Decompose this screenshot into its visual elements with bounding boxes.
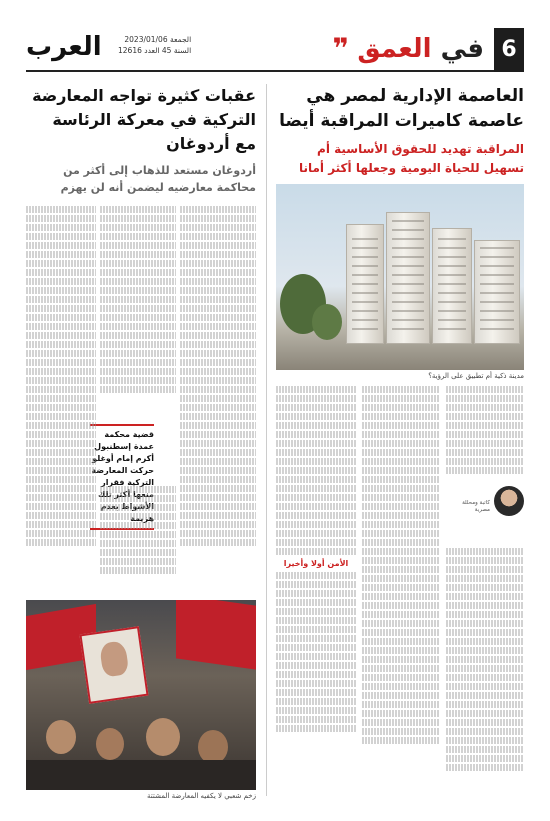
page-header bbox=[26, 28, 524, 72]
quote-mark-icon: ❞ bbox=[332, 32, 349, 65]
person-head bbox=[198, 730, 228, 764]
left-article-column-2-cont bbox=[100, 486, 176, 594]
building bbox=[432, 228, 472, 344]
left-article-column-3 bbox=[26, 206, 96, 594]
protest-photo-caption: زخم شعبي لا يكفيه المعارضة المشتتة bbox=[147, 792, 256, 800]
section-accent: العمق bbox=[357, 34, 432, 64]
protest-photo bbox=[26, 600, 256, 790]
newspaper-logo: العرب bbox=[26, 32, 102, 62]
column-divider bbox=[266, 84, 267, 796]
pull-quote: قضية محكمة عمدة إسطنبول أكرم إمام أوغلو حركت المعارضة التركية فقرار منعها أكثر تلك الأشواط بعدم هزيمة bbox=[90, 424, 154, 530]
left-article-column-1 bbox=[180, 206, 256, 594]
person-head bbox=[96, 728, 124, 760]
issue-info bbox=[118, 34, 191, 56]
issue-number: السنة 45 العدد 12616 bbox=[118, 46, 192, 55]
author-avatar bbox=[494, 486, 524, 516]
right-article-column-3 bbox=[276, 386, 356, 792]
page-number: 6 bbox=[494, 28, 524, 72]
issue-date: الجمعة 2023/01/06 bbox=[124, 35, 192, 44]
right-photo-caption: مدينة ذكية أم تطبيق على الرؤية؟ bbox=[428, 372, 524, 380]
tree bbox=[312, 304, 342, 340]
person-head bbox=[146, 718, 180, 756]
right-article-headline: العاصمة الإدارية لمصر هي عاصمة كاميرات المراقبة أيضا bbox=[279, 86, 524, 131]
flag bbox=[176, 600, 256, 670]
right-article-subheadline: المراقبة تهديد للحقوق الأساسية أم تسهيل للحياة اليومية وجعلها أكثر أمانا bbox=[298, 142, 524, 175]
building bbox=[346, 224, 384, 344]
person-head bbox=[46, 720, 76, 754]
section-prefix: في bbox=[440, 34, 484, 64]
right-article-column-1 bbox=[446, 386, 524, 482]
left-article-subheadline: أردوغان مستعد للذهاب إلى أكثر من محاكمة معارضيه ليضمن أنه لن يهزم bbox=[60, 164, 256, 194]
building bbox=[386, 212, 430, 344]
left-article-column-2 bbox=[100, 206, 176, 418]
right-article-column-2 bbox=[362, 386, 440, 792]
right-article-column-1-cont bbox=[446, 548, 524, 792]
author-box bbox=[446, 486, 524, 544]
poster bbox=[79, 626, 148, 704]
author-role: كاتبة ومحللة مصرية bbox=[462, 500, 490, 513]
inline-subheading: الأمن أولا وأخيرا bbox=[283, 559, 349, 568]
crowd-bodies bbox=[26, 760, 256, 790]
section-title bbox=[357, 34, 484, 64]
building bbox=[474, 240, 520, 344]
capital-buildings-photo bbox=[276, 184, 524, 370]
left-article-headline: عقبات كثيرة تواجه المعارضة التركية في معركة الرئاسة مع أردوغان bbox=[32, 86, 256, 153]
